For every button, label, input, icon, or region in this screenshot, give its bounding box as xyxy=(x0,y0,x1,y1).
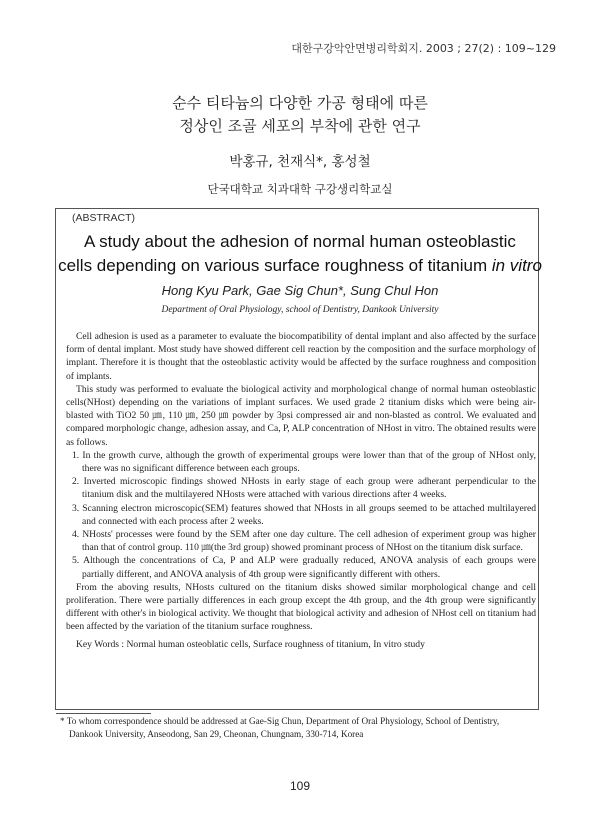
footnote-line-1: * To whom correspondence should be addressed at Gae-Sig Chun, Department of Oral Physiology, School of Dentistry, xyxy=(60,716,500,726)
english-title-italic: in vitro xyxy=(491,256,542,275)
result-item-5: 5. Although the concentrations of Ca, P and ALP were gradually reduced, ANOVA analysis of each groups were partially different, and ANOVA analysis of 4th group were significantly different with others. xyxy=(72,555,536,580)
abstract-paragraph-2: This study was performed to evaluate the biological activity and morphological change of normal human osteoblastic cells(NHost) depending on the variations of implant surfaces. We used grade 2 titanium disks which were being air-blasted with TiO2 50 ㎛, 110 ㎛, 250 ㎛ powder by 3psi compressed air and non-blasted as control. We evaluated and compared morphologic change, adhesion assay, and Ca, P, ALP concentration of NHost in vitro. The obtained results were as follows. xyxy=(66,383,536,448)
abstract-body xyxy=(66,330,536,651)
footnote xyxy=(60,715,540,741)
conclusion-paragraph: From the aboving results, NHosts cultured on the titanium disks showed similar morphological change and cell proliferation. There were partially differences in each group except the 4th group, and the 4th group were significantly different with other's in biological activity. We thought that biological activity and adhesion of NHost cell on titanium had been affected by the variation of the titanium surface roughness. xyxy=(66,581,536,633)
result-item-3: 3. Scanning electron microscopic(SEM) features showed that NHosts in all groups seemed to be attached multilayered and connected with each process after 2 weeks. xyxy=(72,502,536,527)
journal-citation: 대한구강악안면병리학회지. 2003 ; 27(2) : 109~129 xyxy=(291,42,556,55)
keywords: Key Words : Normal human osteoblatic cells, Surface roughness of titanium, In vitro study xyxy=(76,638,425,650)
korean-title-line-1: 순수 티타늄의 다양한 가공 형태에 따른 xyxy=(172,94,428,112)
footnote-divider xyxy=(56,713,151,714)
page-number: 109 xyxy=(289,779,311,793)
english-title-line-1: A study about the adhesion of normal human osteoblastic xyxy=(84,232,516,251)
abstract-paragraph-1: Cell adhesion is used as a parameter to evaluate the biocompatibility of dental implant and also affected by the surface form of dental implant. Most study have showed different cell reaction by the composition and the surface morphology of implant. Therefore it is thought that the osteoblastic activity would be affected by the surface roughness and composition of implants. xyxy=(66,331,536,382)
result-item-2: 2. Inverted microscopic findings showed NHosts in early stage of each group were adherant perpendicular to the titanium disk and the multilayered NHosts were attached with various directions after 4 weeks. xyxy=(72,476,536,501)
english-title-line-2 xyxy=(0,256,600,276)
korean-title-line-2: 정상인 조골 세포의 부착에 관한 연구 xyxy=(179,117,421,135)
korean-affiliation: 단국대학교 치과대학 구강생리학교실 xyxy=(207,182,393,196)
english-authors: Hong Kyu Park, Gae Sig Chun*, Sung Chul Hon xyxy=(161,283,439,298)
footnote-line-2: Dankook University, Anseodong, San 29, Cheonan, Chungnam, 330-714, Korea xyxy=(69,729,364,739)
abstract-label: (ABSTRACT) xyxy=(72,212,135,224)
result-item-4: 4. NHosts' processes were found by the SEM after one day culture. The cell adhesion of experiment group was higher than that of control group. 110 ㎛(the 3rd group) showed prominant process of NHost on the titanium disk surface. xyxy=(72,529,536,554)
results-list xyxy=(66,449,536,581)
korean-authors: 박홍규, 천재식*, 홍성철 xyxy=(229,154,371,170)
result-item-1: 1. In the growth curve, although the growth of experimental groups were lower than that of the group of NHost only, there was no significant difference between each groups. xyxy=(72,449,536,475)
english-department: Department of Oral Physiology, school of Dentistry, Dankook University xyxy=(161,305,439,315)
english-title-text: cells depending on various surface roughness of titanium xyxy=(58,256,492,275)
